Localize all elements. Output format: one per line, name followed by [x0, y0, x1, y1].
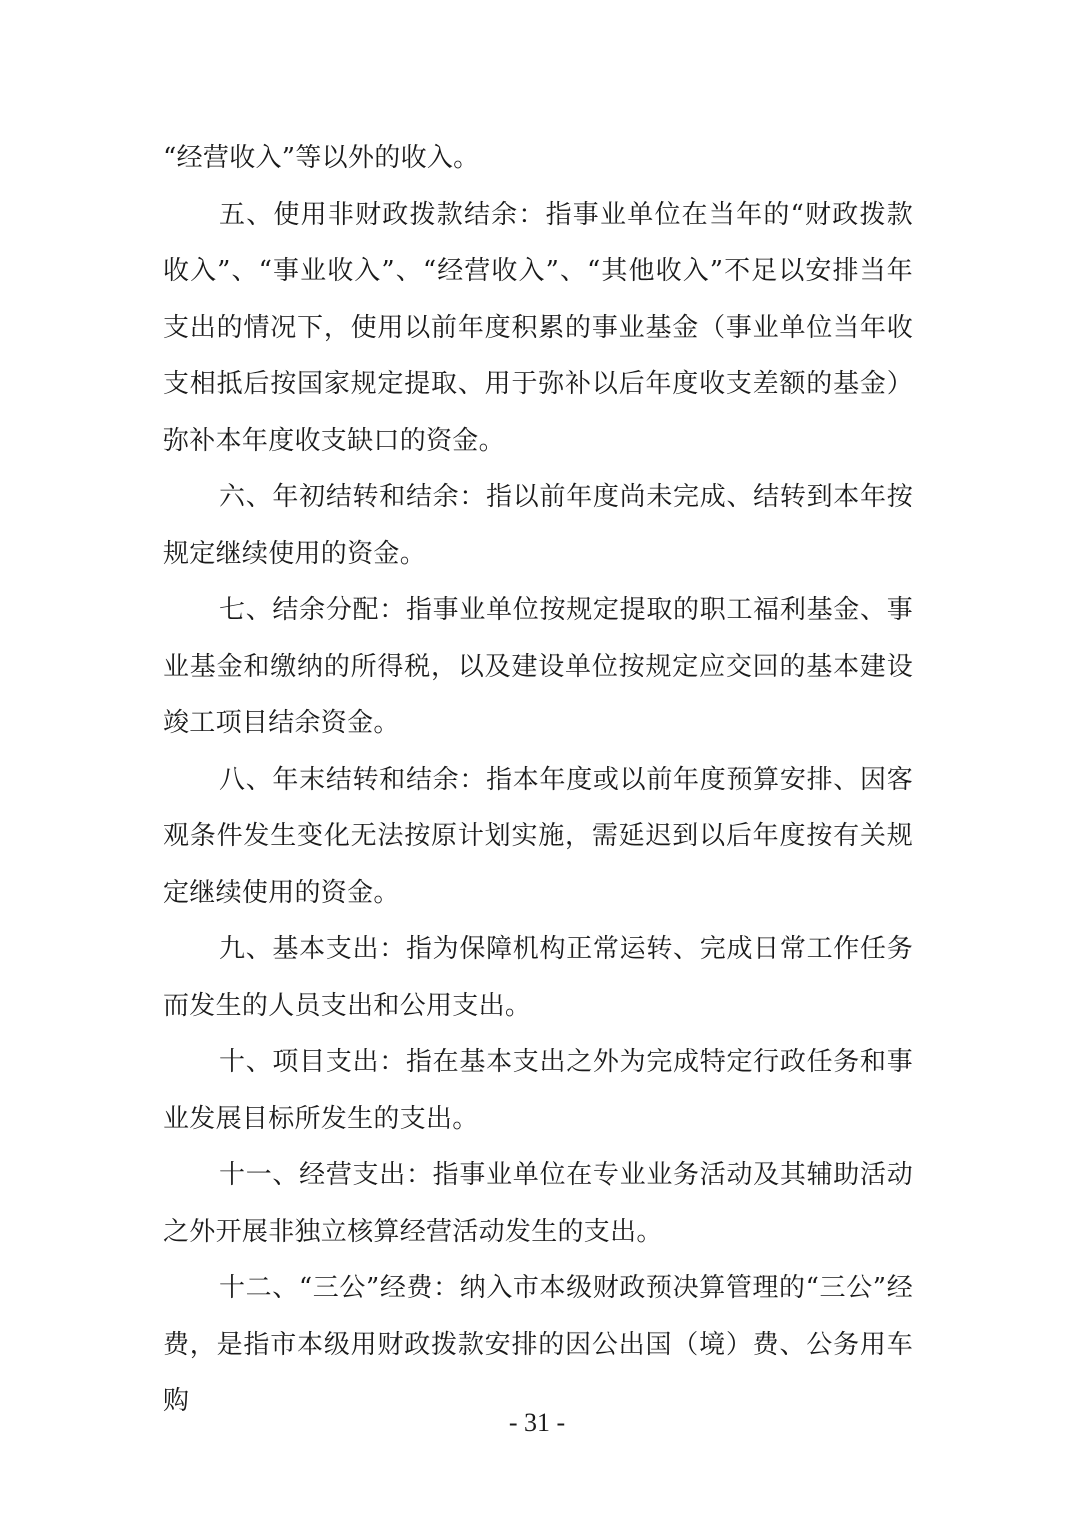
body-text [163, 130, 913, 1430]
paragraph-item-7: 七、结余分配：指事业单位按规定提取的职工福利基金、事业基金和缴纳的所得税，以及建设单位按规定应交回的基本建设竣工项目结余资金。 [163, 595, 913, 738]
paragraph-item-8: 八、年末结转和结余：指本年度或以前年度预算安排、因客观条件发生变化无法按原计划实施，需延迟到以后年度按有关规定继续使用的资金。 [163, 764, 913, 908]
paragraph-item-11: 十一、经营支出：指事业单位在专业业务活动及其辅助活动之外开展非独立核算经营活动发生的支出。 [163, 1160, 913, 1247]
paragraph-continuation: “经营收入”等以外的收入。 [163, 143, 480, 173]
page-number: - 31 - [508, 1408, 566, 1437]
paragraph-item-9: 九、基本支出：指为保障机构正常运转、完成日常工作任务而发生的人员支出和公用支出。 [163, 934, 913, 1021]
paragraph-item-10: 十、项目支出：指在基本支出之外为完成特定行政任务和事业发展目标所发生的支出。 [163, 1047, 913, 1134]
paragraph-item-6: 六、年初结转和结余：指以前年度尚未完成、结转到本年按规定继续使用的资金。 [163, 482, 913, 569]
paragraph-item-5: 五、使用非财政拨款结余：指事业单位在当年的“财政拨款收入”、“事业收入”、“经营收入”、“其他收入”不足以安排当年支出的情况下，使用以前年度积累的事业基金（事业单位当年收支相抵后按国家规定提取、用于弥补以后年度收支差额的基金）弥补本年度收支缺口的资金。 [163, 199, 913, 456]
paragraph-item-12: 十二、“三公”经费：纳入市本级财政预决算管理的“三公”经费，是指市本级用财政拨款安排的因公出国（境）费、公务用车购 [163, 1273, 913, 1416]
